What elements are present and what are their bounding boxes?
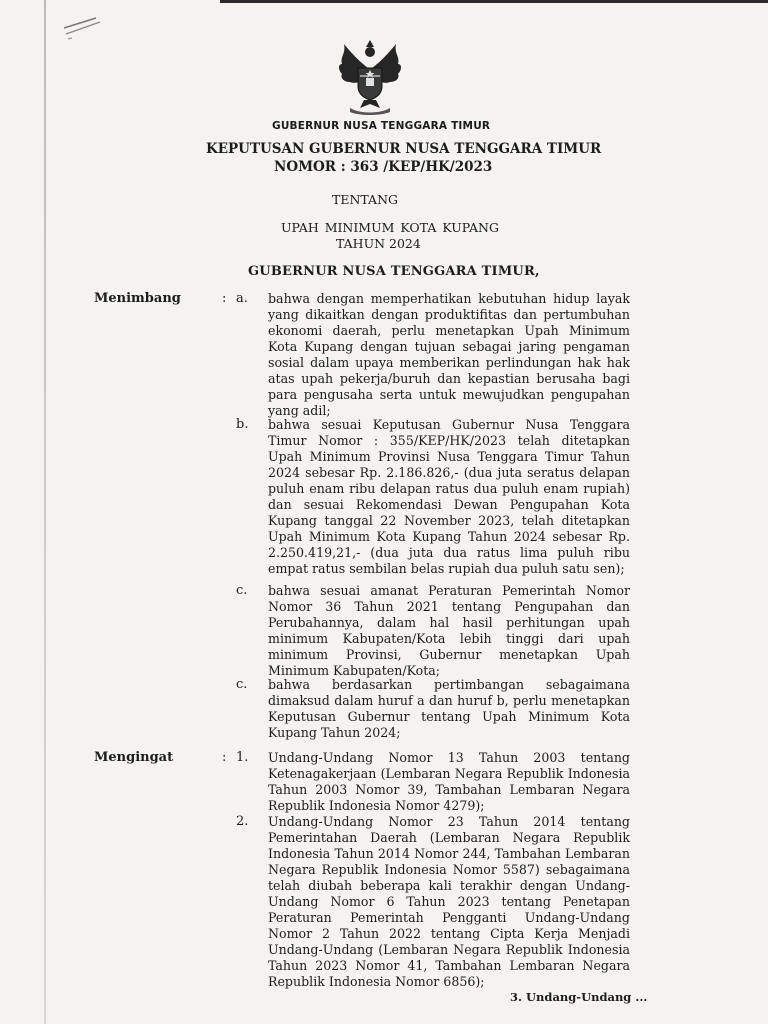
about-label: TENTANG [332, 192, 399, 207]
decree-title: KEPUTUSAN GUBERNUR NUSA TENGGARA TIMUR [206, 141, 602, 157]
subject-line-2: TAHUN 2024 [336, 236, 421, 251]
menimbang-item-b: bahwa sesuai Keputusan Gubernur Nusa Tenggara Timur Nomor : 355/KEP/HK/2023 telah ditetapkan Upah Minimum Provinsi Nusa Tenggara Timur Tahun 2024 sebesar Rp. 2.186.826,- (dua juta seratus delapan puluh enam ribu delapan ratus dua puluh enam rupiah) dan sesuai Rekomendasi Dewan Pengupahan Kota Kupang tanggal 22 November 2023, telah ditetapkan Upah Minimum Kota Kupang Tahun 2024 sebesar Rp. 2.250.419,21,- (dua juta dua ratus lima puluh ribu empat ratus sembilan belas rupiah dua puluh satu sen); [268, 417, 630, 576]
menimbang-marker-d: c. [236, 677, 248, 692]
mengingat-marker-1: 1. [236, 750, 249, 765]
mengingat-label: Mengingat [94, 750, 174, 765]
mengingat-colon: : [222, 750, 227, 765]
menimbang-marker-b: b. [236, 417, 249, 432]
pen-mark-icon [60, 12, 110, 42]
page-top-edge [220, 0, 768, 3]
mengingat-item-1: Undang-Undang Nomor 13 Tahun 2003 tentang Ketenagakerjaan (Lembaran Negara Republik Indonesia Tahun 2003 Nomor 39, Tambahan Lembaran Negara Republik Indonesia Nomor 4279); [268, 750, 630, 813]
menimbang-marker-a: a. [236, 291, 248, 306]
issuer-heading: GUBERNUR NUSA TENGGARA TIMUR [272, 120, 491, 132]
mengingat-item-2: Undang-Undang Nomor 23 Tahun 2014 tentang Pemerintahan Daerah (Lembaran Negara Republik Indonesia Tahun 2014 Nomor 244, Tambahan Lembaran Negara Republik Indonesia Nomor 5587) sebagaimana telah diubah beberapa kali terakhir dengan Undang-Undang Nomor 6 Tahun 2023 tentang Penetapan Peraturan Pemerintah Pengganti Undang-Undang Nomor 2 Tahun 2022 tentang Cipta Kerja Menjadi Undang-Undang (Lembaran Negara Republik Indonesia Tahun 2023 Nomor 41, Tambahan Lembaran Negara Republik Indonesia Nomor 6856); [268, 814, 630, 989]
garuda-emblem-icon [330, 38, 410, 116]
menimbang-item-a: bahwa dengan memperhatikan kebutuhan hidup layak yang dikaitkan dengan produktifitas dan pertumbuhan ekonomi daerah, perlu menetapkan Upah Minimum Kota Kupang dengan tujuan sebagai jaring pengaman sosial dalam upaya memberikan perlindungan hak hak atas upah pekerja/buruh dan kepastian berusaha bagi para pengusaha serta untuk mewujudkan pengupahan yang adil; [268, 291, 630, 418]
menimbang-item-c: bahwa sesuai amanat Peraturan Pemerintah Nomor Nomor 36 Tahun 2021 tentang Pengupahan dan Perubahannya, dalam hal hasil perhitungan upah minimum Kabupaten/Kota lebih tinggi dari upah minimum Provinsi, Gubernur menetapkan Upah Minimum Kabupaten/Kota; [268, 583, 630, 678]
page-left-edge [44, 0, 46, 1024]
menimbang-item-d: bahwa berdasarkan pertimbangan sebagaimana dimaksud dalam huruf a dan huruf b, perlu menetapkan Keputusan Gubernur tentang Upah Minimum Kota Kupang Tahun 2024; [268, 677, 630, 740]
menimbang-label: Menimbang [94, 291, 181, 306]
menimbang-colon: : [222, 291, 227, 306]
next-page-reference: 3. Undang-Undang ... [510, 990, 648, 1004]
mengingat-marker-2: 2. [236, 814, 249, 829]
menimbang-marker-c: c. [236, 583, 248, 598]
decree-number: NOMOR : 363 /KEP/HK/2023 [274, 159, 493, 175]
governor-heading: GUBERNUR NUSA TENGGARA TIMUR, [248, 264, 540, 279]
subject-line-1: UPAH MINIMUM KOTA KUPANG [281, 220, 499, 235]
